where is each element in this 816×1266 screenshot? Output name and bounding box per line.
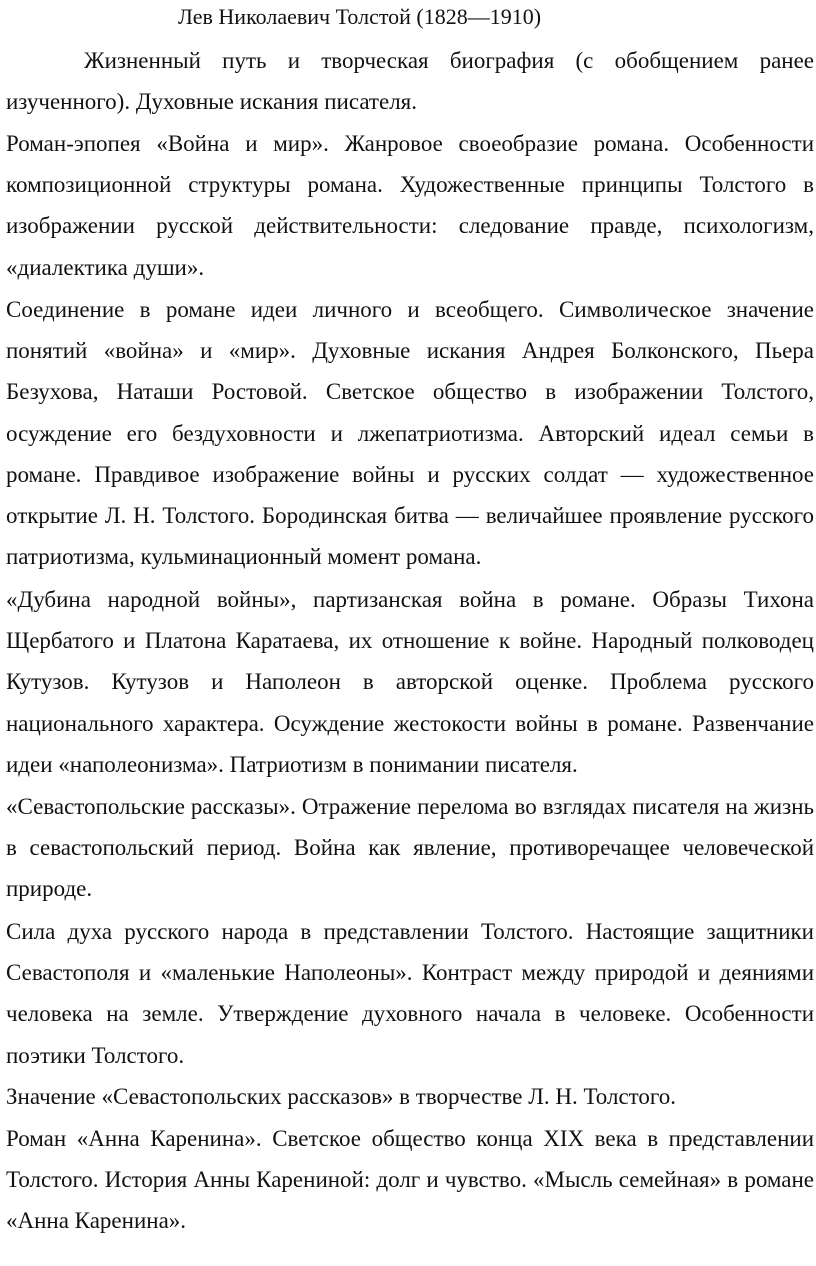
page-title: Лев Николаевич Толстой (1828—1910) — [178, 4, 542, 29]
paragraph-spirit-of-people: Сила духа русского народа в представлении Толстого. Настоящие защитники Севастополя и «маленькие Наполеоны». Контраст между природой и деяниями человека на земле. Утверждение духовного начала в человеке. Особенности поэтики Толстого. — [6, 919, 814, 1068]
paragraph-sevastopol-stories: «Севастопольские рассказы». Отражение перелома во взглядах писателя на жизнь в севастопольский период. Война как явление, противоречащее человеческой природе. — [6, 794, 814, 902]
paragraph-war-and-peace-intro: Роман-эпопея «Война и мир». Жанровое своеобразие романа. Особенности композиционной структуры романа. Художественные принципы Толстого в изображении русской действительности: следование правде, психологизм, «диалектика души». — [6, 131, 814, 280]
paragraph-biography: Жизненный путь и творческая биография (с обобщением ранее изученного). Духовные искания писателя. — [6, 48, 814, 115]
paragraph-sevastopol-significance: Значение «Севастопольских рассказов» в творчестве Л. Н. Толстого. — [6, 1084, 677, 1109]
paragraph-anna-karenina: Роман «Анна Каренина». Светское общество конца XIX века в представлении Толстого. История Анны Карениной: долг и чувство. «Мысль семейная» в романе «Анна Каренина». — [6, 1126, 814, 1234]
paragraph-peoples-war: «Дубина народной войны», партизанская война в романе. Образы Тихона Щербатого и Платона Каратаева, их отношение к войне. Народный полководец Кутузов. Кутузов и Наполеон в авторской оценке. Проблема русского национального характера. Осуждение жестокости войны в романе. Развенчание идеи «наполеонизма». Патриотизм в понимании писателя. — [6, 587, 814, 777]
paragraph-war-and-peace-ideas: Соединение в романе идеи личного и всеобщего. Символическое значение понятий «война» и «мир». Духовные искания Андрея Болконского, Пьера Безухова, Наташи Ростовой. Светское общество в изображении Толстого, осуждение его бездуховности и лжепатриотизма. Авторский идеал семьи в романе. Правдивое изображение войны и русских солдат — художественное открытие Л. Н. Толстого. Бородинская битва — величайшее проявление русского патриотизма, кульминационный момент романа. — [6, 297, 814, 570]
